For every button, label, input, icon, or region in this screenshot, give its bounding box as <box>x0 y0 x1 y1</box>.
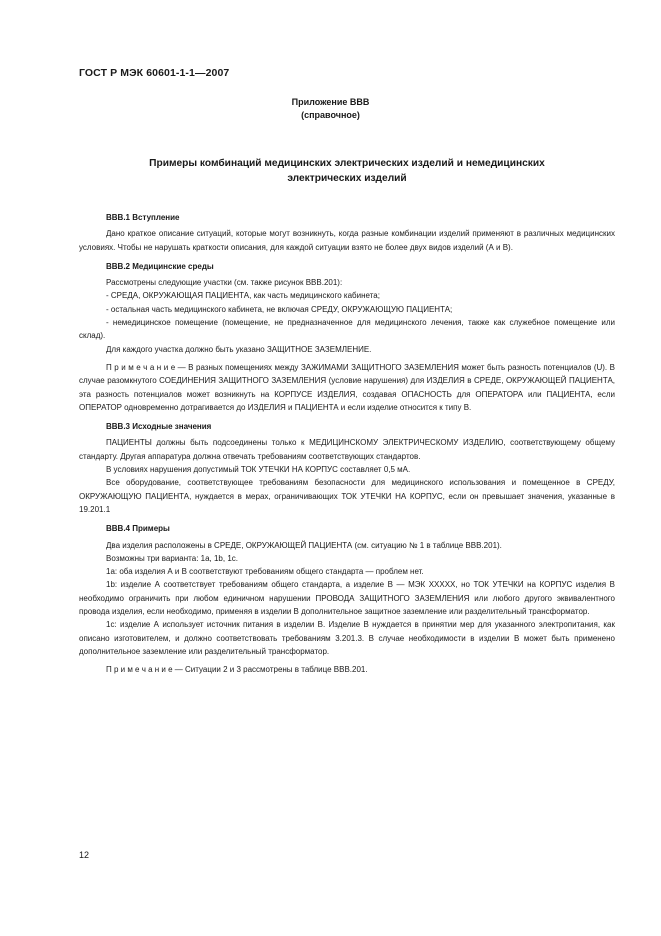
section-heading: ВВВ.4 Примеры <box>106 524 170 534</box>
page-number: 12 <box>79 850 90 860</box>
paragraph: 1а: оба изделия А и В соответствуют требованиям общего стандарта — проблем нет. <box>106 567 424 577</box>
title-line-2: электрических изделий <box>287 173 407 184</box>
title-line-1: Примеры комбинаций медицинских электрических изделий и немедицинских <box>149 158 545 169</box>
section-heading: ВВВ.1 Вступление <box>106 213 180 222</box>
paragraph: В условиях нарушения допустимый ТОК УТЕЧКИ НА КОРПУС составляет 0,5 мА. <box>106 465 411 475</box>
list-item: - СРЕДА, ОКРУЖАЮЩАЯ ПАЦИЕНТА, как часть медицинского кабинета; <box>106 291 380 301</box>
appendix-heading <box>0 96 661 122</box>
section-heading: ВВВ.3 Исходные значения <box>106 422 212 432</box>
paragraph: Рассмотрены следующие участки (см. также рисунок ВВВ.201): <box>106 278 343 288</box>
document-body <box>79 205 615 682</box>
paragraph: Для каждого участка должно быть указано ЗАЩИТНОЕ ЗАЗЕМЛЕНИЕ. <box>106 344 372 354</box>
standard-header: ГОСТ Р МЭК 60601-1-1—2007 <box>79 67 230 79</box>
list-item: - остальная часть медицинского кабинета, не включая СРЕДУ, ОКРУЖАЮЩУЮ ПАЦИЕНТА; <box>106 304 453 314</box>
appendix-subtitle: (справочное) <box>301 110 360 120</box>
appendix-title: Приложение ВВВ <box>291 97 370 107</box>
paragraph: Возможны три варианта: 1а, 1b, 1с. <box>106 553 238 563</box>
paragraph: Два изделия расположены в СРЕДЕ, ОКРУЖАЮЩЕЙ ПАЦИЕНТА (см. ситуацию № 1 в таблице ВВВ.201). <box>106 540 502 550</box>
paragraph: Все оборудование, соответствующее требованиям безопасности для медицинского использования и помещенное в СРЕДУ, ОКРУЖАЮЩУЮ ПАЦИЕНТА, нуждается в мерах, ограничивающих ТОК УТЕЧКИ НА КОРПУС, если он превышает значения, указанные в 19.201.1 <box>79 478 615 514</box>
section-heading: ВВВ.2 Медицинские среды <box>106 261 214 271</box>
paragraph: 1b: изделие А соответствует требованиям общего стандарта, а изделие В — МЭК XXXXX, но ТОК УТЕЧКИ на КОРПУС изделия В необходимо ограничить при любом единичном нарушении ПРОВОДА ЗАЩИТНОГО ЗАЗЕМЛЕНИЯ или любого другого эквивалентного провода изделия, если необходимо, применяя в изделии В дополнительное защитное заземление или разделительный трансформатор. <box>79 580 615 617</box>
paragraph: Дано краткое описание ситуаций, которые могут возникнуть, когда разные комбинации изделий применяют в различных медицинских условиях. Чтобы не нарушать краткости описания, для каждой ситуации взято не более двух видов изделий (А и В). <box>79 229 615 252</box>
document-title <box>79 156 615 186</box>
note-paragraph: П р и м е ч а н и е — Ситуации 2 и 3 рассмотрены в таблице ВВВ.201. <box>106 665 368 675</box>
list-item: - немедицинское помещение (помещение, не предназначенное для медицинского лечения, также как служебное помещение или склад). <box>79 318 615 341</box>
paragraph: 1с: изделие А использует источник питания в изделии В. Изделие В нуждается в принятии мер для указанного электропитания, как описано изготовителем, и должно соответствовать требованиям 3.201.3. В случае необходимости в изделии В может быть применено дополнительное заземление или разделительный трансформатор. <box>79 620 615 656</box>
paragraph: ПАЦИЕНТЫ должны быть подсоединены только к МЕДИЦИНСКОМУ ЭЛЕКТРИЧЕСКОМУ ИЗДЕЛИЮ, соответствующему общему стандарту. Другая аппаратура должна отвечать требованиям соответствующих стандартов. <box>79 438 615 461</box>
note-paragraph: П р и м е ч а н и е — В разных помещениях между ЗАЖИМАМИ ЗАЩИТНОГО ЗАЗЕМЛЕНИЯ может быть разность потенциалов (U). В случае разомкнутого СОЕДИНЕНИЯ ЗАЩИТНОГО ЗАЗЕМЛЕНИЯ (условие нарушения) для ИЗДЕЛИЯ в СРЕДЕ, ОКРУЖАЮЩЕЙ ПАЦИЕНТА, эта разность потенциалов может возникнуть на КОРПУСЕ ИЗДЕЛИЯ, создавая ОПАСНОСТЬ для ОПЕРАТОРА или ПАЦИЕНТА, если ОПЕРАТОР одновременно дотрагивается до ИЗДЕЛИЯ и ПАЦИЕНТА и если изделие относится к типу В. <box>79 362 615 412</box>
